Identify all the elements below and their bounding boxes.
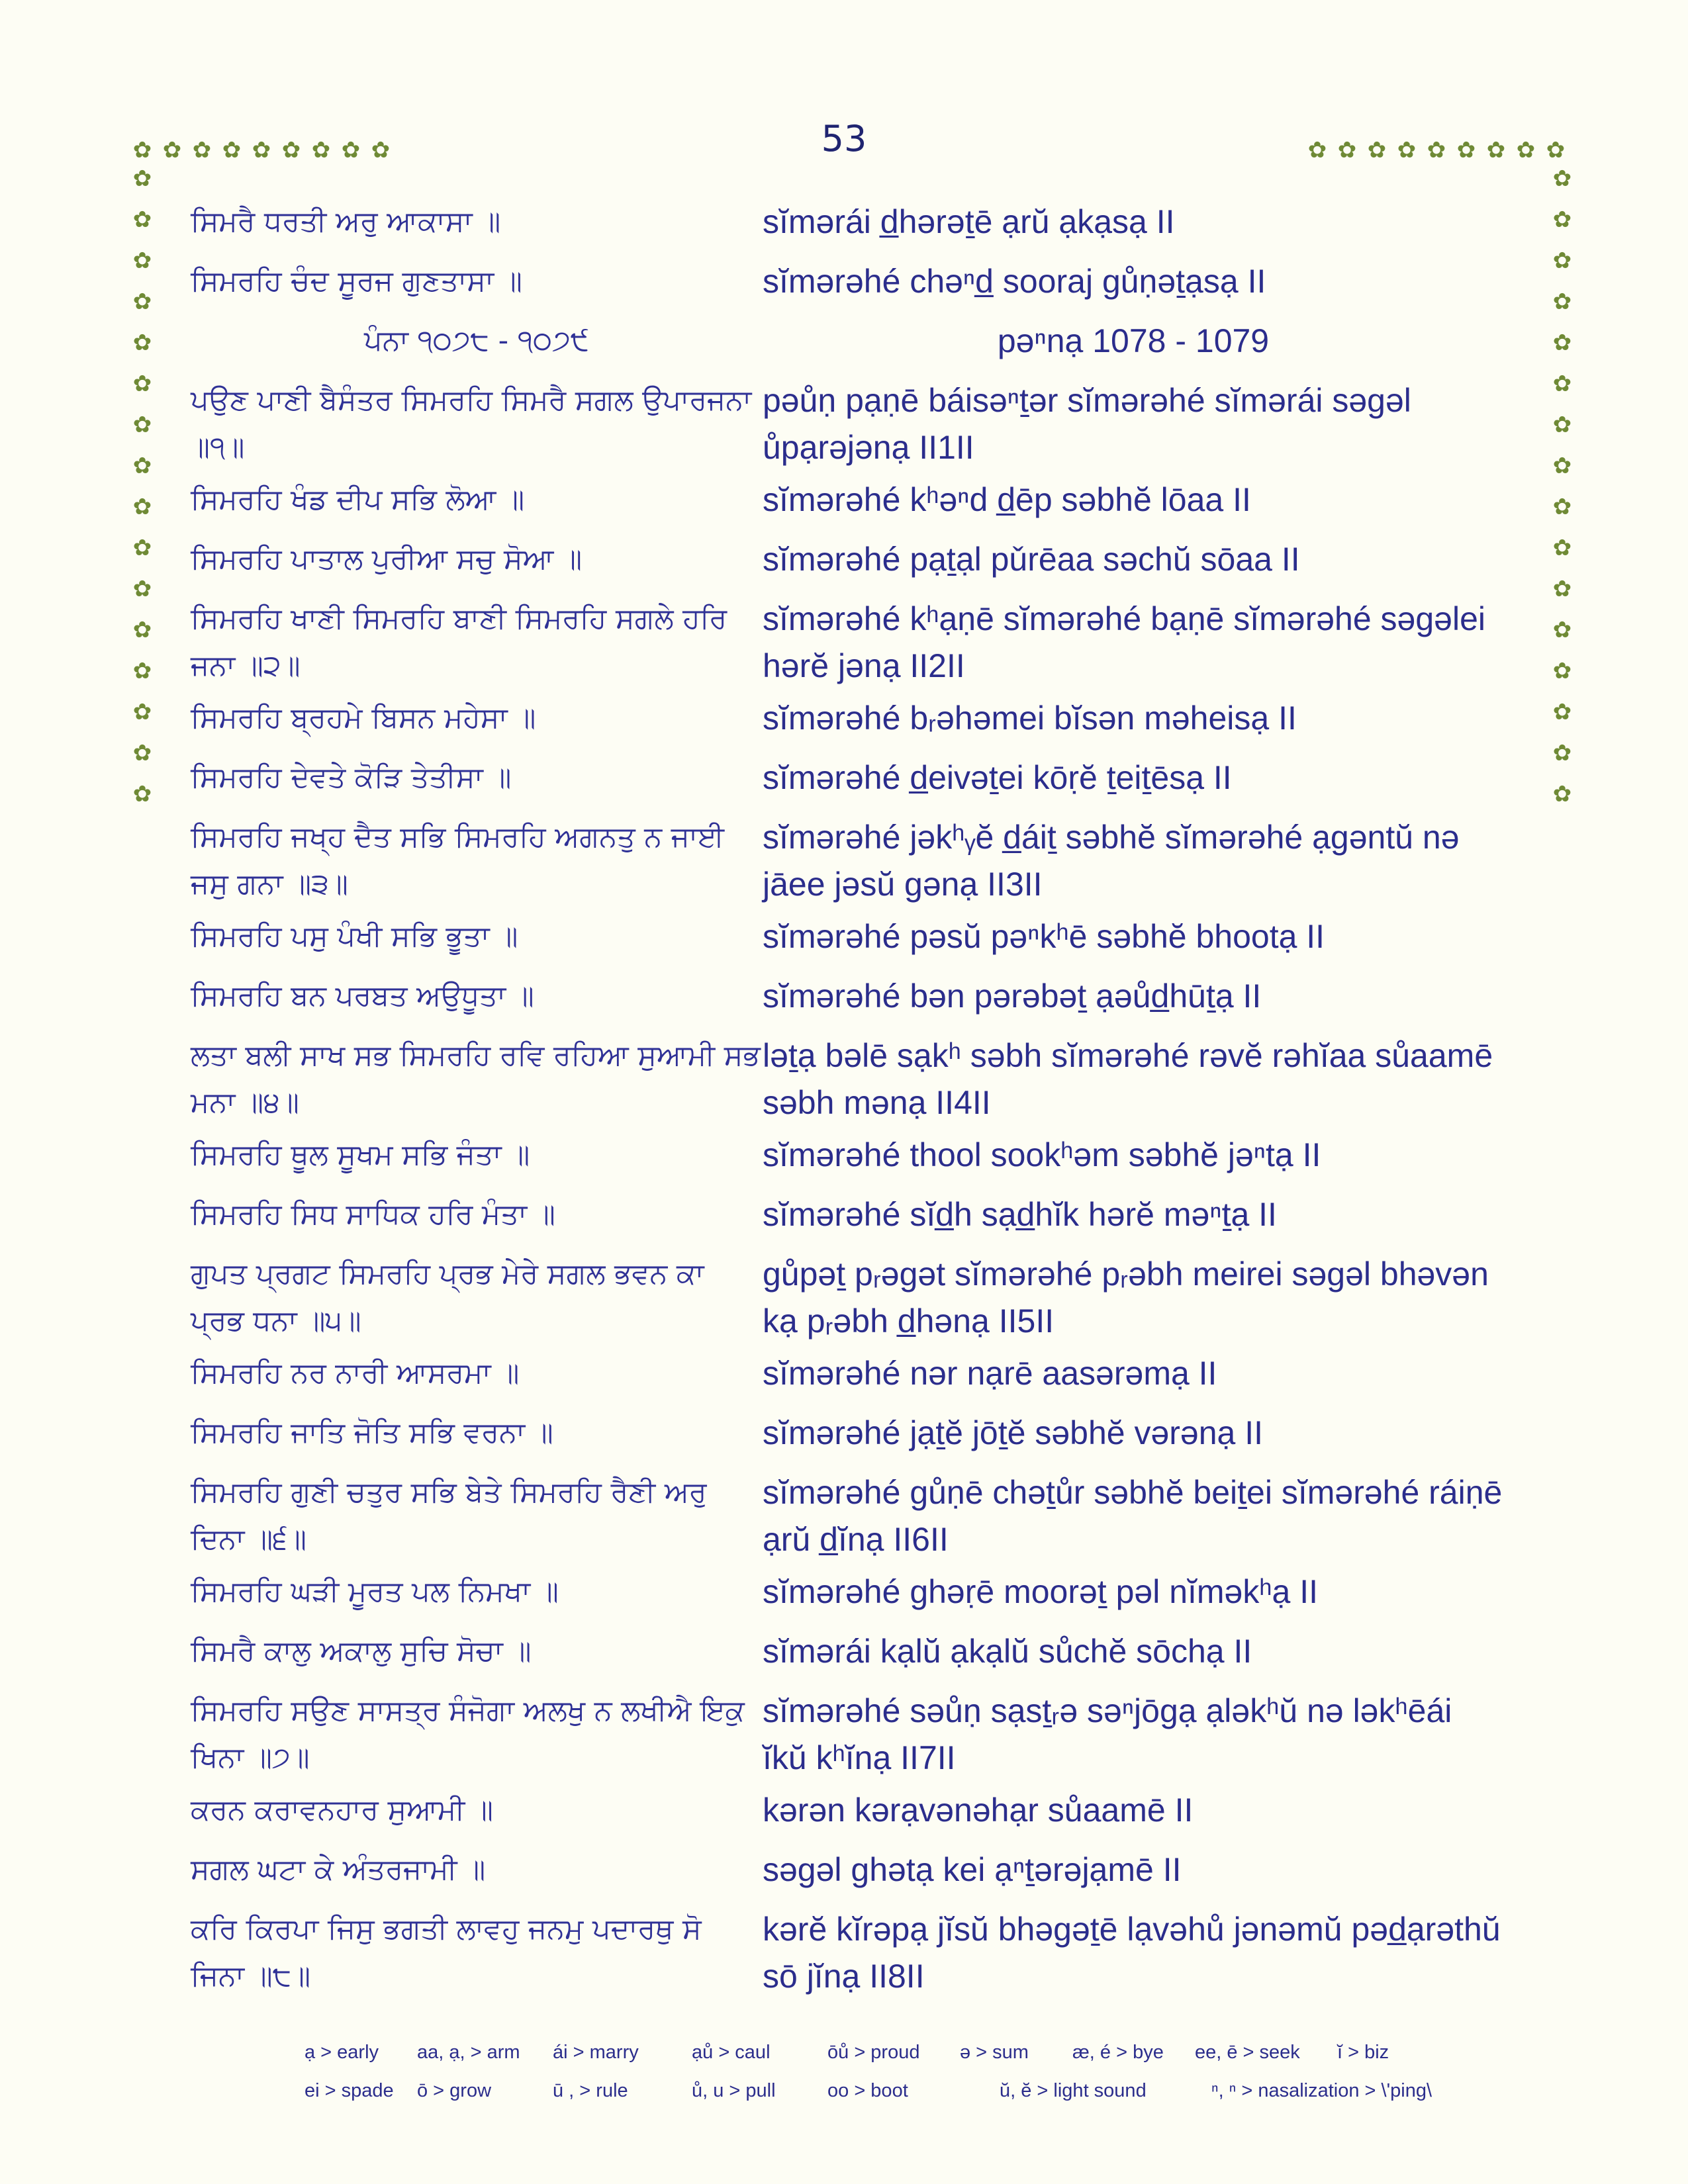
- flower-icon: ✿: [1552, 617, 1572, 643]
- gurmukhi-line: ਸਿਮਰਹਿ ਪਸੁ ਪੰਖੀ ਸਭਿ ਭੂਤਾ ॥: [191, 920, 518, 953]
- verse-row: [191, 596, 1515, 695]
- transliteration-line: sĭmərəhé thool sookʰəm səbhĕ jəⁿtạ II: [763, 1136, 1321, 1173]
- gurmukhi-line: ਸਿਮਰਹਿ ਖਾਣੀ ਸਿਮਰਹਿ ਬਾਣੀ ਸਿਮਰਹਿ ਸਗਲੇ ਹਰਿ ਜਨਾ ॥੨॥: [191, 602, 727, 682]
- page-reference: pəⁿnạ 1078 - 1079: [997, 322, 1270, 359]
- transliteration-line: gůpəṯ pᵣəgət sĭmərəhé pᵣəbh meirei səgəl bhəvən kạ pᵣəbh d̲hənạ II5II: [763, 1255, 1489, 1340]
- gurmukhi-line: ਸਿਮਰਹਿ ਜਾਤਿ ਜੋਤਿ ਸਭਿ ਵਰਨਾ ॥: [191, 1416, 553, 1449]
- flower-icon: ✿: [281, 137, 301, 163]
- flower-icon: ✿: [252, 137, 271, 163]
- flower-icon: ✿: [132, 494, 152, 520]
- transliteration-line: kərĕ kĭrəpạ jĭsŭ bhəgəṯē lạvəhů jənəmŭ pəd̲ạrəthŭ sō jĭnạ II8II: [763, 1911, 1501, 1995]
- gurmukhi-line: ਸਿਮਰਹਿ ਘੜੀ ਮੂਰਤ ਪਲ ਨਿਮਖਾ ॥: [191, 1575, 559, 1608]
- flower-icon: ✿: [1367, 137, 1387, 163]
- flower-icon: ✿: [1486, 137, 1506, 163]
- flower-icon: ✿: [1307, 137, 1327, 163]
- gurmukhi-line: ਸਿਮਰਹਿ ਬ੍ਰਹਮੇ ਬਿਸਨ ਮਹੇਸਾ ॥: [191, 702, 536, 735]
- flower-icon: ✿: [1552, 206, 1572, 233]
- transliteration-line: sĭmərəhé nər nạrē aasərəmạ II: [763, 1355, 1217, 1392]
- pronunciation-legend: [305, 2042, 1496, 2118]
- legend-item: ō > grow: [417, 2080, 492, 2101]
- transliteration-line: sĭmərəhé kʰạṇē sĭmərəhé bạṇē sĭmərəhé səgəlei hərĕ jənạ II2II: [763, 600, 1485, 684]
- verse-row: [191, 1469, 1515, 1569]
- legend-item: ái > marry: [553, 2042, 639, 2063]
- flower-icon: ✿: [1552, 453, 1572, 479]
- transliteration-line: ləṯạ bəlē sạkʰ səbh sĭmərəhé rəvĕ rəhĭaa sůaamē səbh mənạ II4II: [763, 1037, 1493, 1121]
- transliteration-line: pəůṇ pạṇē báisəⁿṯər sĭmərəhé sĭmərái səgəl ůpạrəjənạ II1II: [763, 382, 1411, 466]
- verse-row: [191, 1350, 1515, 1410]
- gurmukhi-line: ਸਿਮਰਹਿ ਚੰਦ ਸੂਰਜ ਗੁਣਤਾਸਾ ॥: [191, 265, 522, 298]
- flower-icon: ✿: [132, 165, 152, 192]
- flower-icon: ✿: [1552, 740, 1572, 766]
- flower-icon: ✿: [1552, 576, 1572, 602]
- legend-item: ū , > rule: [553, 2080, 628, 2101]
- gurmukhi-line: ਸਿਮਰਹਿ ਜਖ੍ਹ ਦੈਤ ਸਭਿ ਸਿਮਰਹਿ ਅਗਨਤੁ ਨ ਜਾਈ ਜਸੁ ਗਨਾ ॥੩॥: [191, 821, 725, 901]
- flower-icon: ✿: [1337, 137, 1357, 163]
- verse-row: [191, 477, 1515, 536]
- verse-row: [191, 1191, 1515, 1251]
- verse-row: [191, 536, 1515, 596]
- flower-icon: ✿: [132, 576, 152, 602]
- verse-row: [191, 377, 1515, 477]
- flower-icon: ✿: [132, 781, 152, 807]
- gurmukhi-line: ਸਿਮਰਹਿ ਬਨ ਪਰਬਤ ਅਉਧੂਤਾ ॥: [191, 979, 534, 1013]
- transliteration-line: sĭmərəhé səůṇ sạsṯᵣə səⁿjōgạ ạləkʰŭ nə ləkʰēái ĭkŭ kʰĭnạ II7II: [763, 1692, 1452, 1776]
- legend-item: ạů > caul: [692, 2042, 771, 2063]
- transliteration-line: sĭmərəhé gůṇē chəṯůr səbhĕ beiṯei sĭmərəhé ráiṇē ạrŭ d̲ĭnạ II6II: [763, 1474, 1503, 1558]
- transliteration-line: səgəl ghətạ kei ạⁿṯərəjạmē II: [763, 1851, 1182, 1888]
- transliteration-line: sĭmərəhé pəsŭ pəⁿkʰē səbhĕ bhootạ II: [763, 918, 1325, 955]
- transliteration-line: sĭmərəhé jəkʰᵧĕ d̲áiṯ səbhĕ sĭmərəhé ạgəntŭ nə jāee jəsŭ gənạ II3II: [763, 819, 1460, 903]
- page-number: 53: [821, 118, 867, 159]
- verse-row: [191, 973, 1515, 1032]
- legend-item: ạ > early: [305, 2042, 379, 2063]
- legend-item: ⁿ, ⁿ > nasalization > \'ping\: [1211, 2080, 1432, 2101]
- flower-icon: ✿: [132, 699, 152, 725]
- transliteration-line: sĭmərəhé jạṯĕ jōṯĕ səbhĕ vərənạ II: [763, 1414, 1264, 1451]
- flower-icon: ✿: [132, 137, 152, 163]
- flower-icon: ✿: [222, 137, 242, 163]
- verse-row: [191, 754, 1515, 814]
- legend-item: aa, ạ, > arm: [417, 2042, 520, 2063]
- transliteration-line: sĭmərái d̲hərəṯē ạrŭ ạkạsạ II: [763, 203, 1175, 240]
- flower-icon: ✿: [1552, 535, 1572, 561]
- flower-icon: ✿: [1397, 137, 1417, 163]
- flower-icon: ✿: [132, 412, 152, 438]
- verse-row: [191, 1251, 1515, 1350]
- flower-icon: ✿: [341, 137, 361, 163]
- legend-item: ə > sum: [960, 2042, 1029, 2063]
- transliteration-line: sĭmərái kạlŭ ạkạlŭ sůchĕ sōchạ II: [763, 1633, 1252, 1670]
- transliteration-line: sĭmərəhé chəⁿd̲ sooraj gůṇəṯạsạ II: [763, 263, 1266, 300]
- gurmukhi-line: ਗੁਪਤ ਪ੍ਰਗਟ ਸਿਮਰਹਿ ਪ੍ਰਭ ਮੇਰੇ ਸਗਲ ਭਵਨ ਕਾ ਪ੍ਰਭ ਧਨਾ ॥੫॥: [191, 1257, 704, 1338]
- flower-icon: ✿: [132, 535, 152, 561]
- legend-item: ōů > proud: [827, 2042, 920, 2063]
- verse-row: [191, 258, 1515, 318]
- verse-row: [191, 814, 1515, 913]
- verse-row: [191, 1688, 1515, 1787]
- transliteration-line: sĭmərəhé kʰəⁿd d̲ēp səbhĕ lōaa II: [763, 481, 1251, 518]
- legend-item: æ, é > bye: [1072, 2042, 1164, 2063]
- gurmukhi-line: ਸਿਮਰਹਿ ਗੁਣੀ ਚਤੁਰ ਸਭਿ ਬੇਤੇ ਸਿਮਰਹਿ ਰੈਣੀ ਅਰੁ ਦਿਨਾ ॥੬॥: [191, 1476, 707, 1556]
- verse-row: [191, 1628, 1515, 1688]
- flower-icon: ✿: [1427, 137, 1446, 163]
- legend-item: oo > boot: [827, 2080, 908, 2101]
- flower-icon: ✿: [1552, 494, 1572, 520]
- verse-table: [191, 199, 1515, 2005]
- flower-icon: ✿: [162, 137, 182, 163]
- transliteration-line: sĭmərəhé bᵣəhəmei bĭsən məheisạ II: [763, 700, 1297, 737]
- flower-icon: ✿: [1552, 330, 1572, 356]
- flower-icon: ✿: [311, 137, 331, 163]
- flower-icon: ✿: [132, 206, 152, 233]
- legend-row: [305, 2042, 1496, 2080]
- verse-row: [191, 199, 1515, 258]
- gurmukhi-line: ਪਉਣ ਪਾਣੀ ਬੈਸੰਤਰ ਸਿਮਰਹਿ ਸਿਮਰੈ ਸਗਲ ਉਪਾਰਜਨਾ ॥੧॥: [191, 384, 752, 464]
- transliteration-line: kərən kərạvənəhạr sůaamē II: [763, 1792, 1194, 1829]
- gurmukhi-line: ਲਤਾ ਬਲੀ ਸਾਖ ਸਭ ਸਿਮਰਹਿ ਰਵਿ ਰਹਿਆ ਸੁਆਮੀ ਸਭ ਮਨਾ ॥੪॥: [191, 1039, 761, 1119]
- transliteration-line: sĭmərəhé bən pərəbəṯ ạəůd̲hūṯạ II: [763, 978, 1262, 1015]
- flower-icon: ✿: [1546, 137, 1566, 163]
- flower-icon: ✿: [1552, 781, 1572, 807]
- gurmukhi-line: ਸਿਮਰਹਿ ਖੰਡ ਦੀਪ ਸਭਿ ਲੋਆ ॥: [191, 483, 525, 516]
- verse-row: [191, 1132, 1515, 1191]
- verse-row: [191, 695, 1515, 754]
- verse-row: [191, 913, 1515, 973]
- transliteration-line: sĭmərəhé pạṯạl pǔrēaa səchŭ sōaa II: [763, 541, 1300, 578]
- flower-icon: ✿: [132, 617, 152, 643]
- flower-icon: ✿: [132, 453, 152, 479]
- gurmukhi-line: ਸਿਮਰਹਿ ਦੇਵਤੇ ਕੋੜਿ ਤੇਤੀਸਾ ॥: [191, 761, 512, 794]
- gurmukhi-page-reference: ਪੰਨਾ ੧੦੭੮ - ੧੦੭੯: [364, 324, 589, 357]
- gurmukhi-line: ਸਿਮਰਹਿ ਸਉਣ ਸਾਸਤ੍ਰ ਸੰਜੋਗਾ ਅਲਖੁ ਨ ਲਖੀਐ ਇਕੁ ਖਿਨਾ ॥੭॥: [191, 1694, 745, 1774]
- verse-row: [191, 1787, 1515, 1846]
- transliteration-line: sĭmərəhé sĭd̲h sạd̲hĭk hərĕ məⁿṯạ II: [763, 1196, 1277, 1233]
- flower-icon: ✿: [1552, 371, 1572, 397]
- transliteration-line: sĭmərəhé d̲eivəṯei kōṛĕ ṯeiṯēsạ II: [763, 759, 1232, 796]
- flower-icon: ✿: [1552, 658, 1572, 684]
- transliteration-line: sĭmərəhé ghəṛē moorəṯ pəl nĭməkʰạ II: [763, 1573, 1319, 1610]
- gurmukhi-line: ਸਗਲ ਘਟਾ ਕੇ ਅੰਤਰਜਾਮੀ ॥: [191, 1853, 486, 1886]
- flower-icon: ✿: [1552, 165, 1572, 192]
- flower-icon: ✿: [132, 289, 152, 315]
- flower-icon: ✿: [1552, 289, 1572, 315]
- flower-icon: ✿: [132, 248, 152, 274]
- flower-icon: ✿: [132, 371, 152, 397]
- flower-icon: ✿: [1552, 248, 1572, 274]
- legend-item: ĭ > biz: [1337, 2042, 1389, 2063]
- legend-item: ei > spade: [305, 2080, 394, 2101]
- flower-icon: ✿: [1552, 412, 1572, 438]
- verse-row: [191, 1032, 1515, 1132]
- gurmukhi-line: ਸਿਮਰਹਿ ਪਾਤਾਲ ਪੁਰੀਆ ਸਚੁ ਸੋਆ ॥: [191, 543, 583, 576]
- verse-row: [191, 1846, 1515, 1906]
- flower-icon: ✿: [132, 658, 152, 684]
- verse-row: [191, 1906, 1515, 2005]
- verse-row: [191, 1410, 1515, 1469]
- flower-icon: ✿: [1456, 137, 1476, 163]
- gurmukhi-line: ਸਿਮਰਹਿ ਥੂਲ ਸੂਖਮ ਸਭਿ ਜੰਤਾ ॥: [191, 1138, 530, 1171]
- flower-icon: ✿: [1552, 699, 1572, 725]
- legend-item: ŭ, ĕ > light sound: [1000, 2080, 1147, 2101]
- flower-icon: ✿: [1516, 137, 1536, 163]
- gurmukhi-line: ਸਿਮਰੈ ਕਾਲੁ ਅਕਾਲੁ ਸੁਚਿ ਸੋਚਾ ॥: [191, 1635, 532, 1668]
- gurmukhi-line: ਕਰਨ ਕਰਾਵਨਹਾਰ ਸੁਆਮੀ ॥: [191, 1794, 493, 1827]
- flower-icon: ✿: [132, 330, 152, 356]
- flower-icon: ✿: [371, 137, 391, 163]
- legend-item: ů, u > pull: [692, 2080, 776, 2101]
- legend-item: ee, ē > seek: [1195, 2042, 1300, 2063]
- flower-icon: ✿: [192, 137, 212, 163]
- gurmukhi-line: ਸਿਮਰਹਿ ਸਿਧ ਸਾਧਿਕ ਹਰਿ ਮੰਤਾ ॥: [191, 1198, 555, 1231]
- gurmukhi-line: ਸਿਮਰਹਿ ਨਰ ਨਾਰੀ ਆਸਰਮਾ ॥: [191, 1357, 520, 1390]
- gurmukhi-line: ਕਰਿ ਕਿਰਪਾ ਜਿਸੁ ਭਗਤੀ ਲਾਵਹੁ ਜਨਮੁ ਪਦਾਰਥੁ ਸੋ ਜਿਨਾ ॥੮॥: [191, 1913, 702, 1993]
- verse-row: [191, 1569, 1515, 1628]
- legend-row: [305, 2080, 1496, 2118]
- page-reference-row: [191, 318, 1515, 377]
- gurmukhi-line: ਸਿਮਰੈ ਧਰਤੀ ਅਰੁ ਆਕਾਸਾ ॥: [191, 205, 501, 238]
- flower-icon: ✿: [132, 740, 152, 766]
